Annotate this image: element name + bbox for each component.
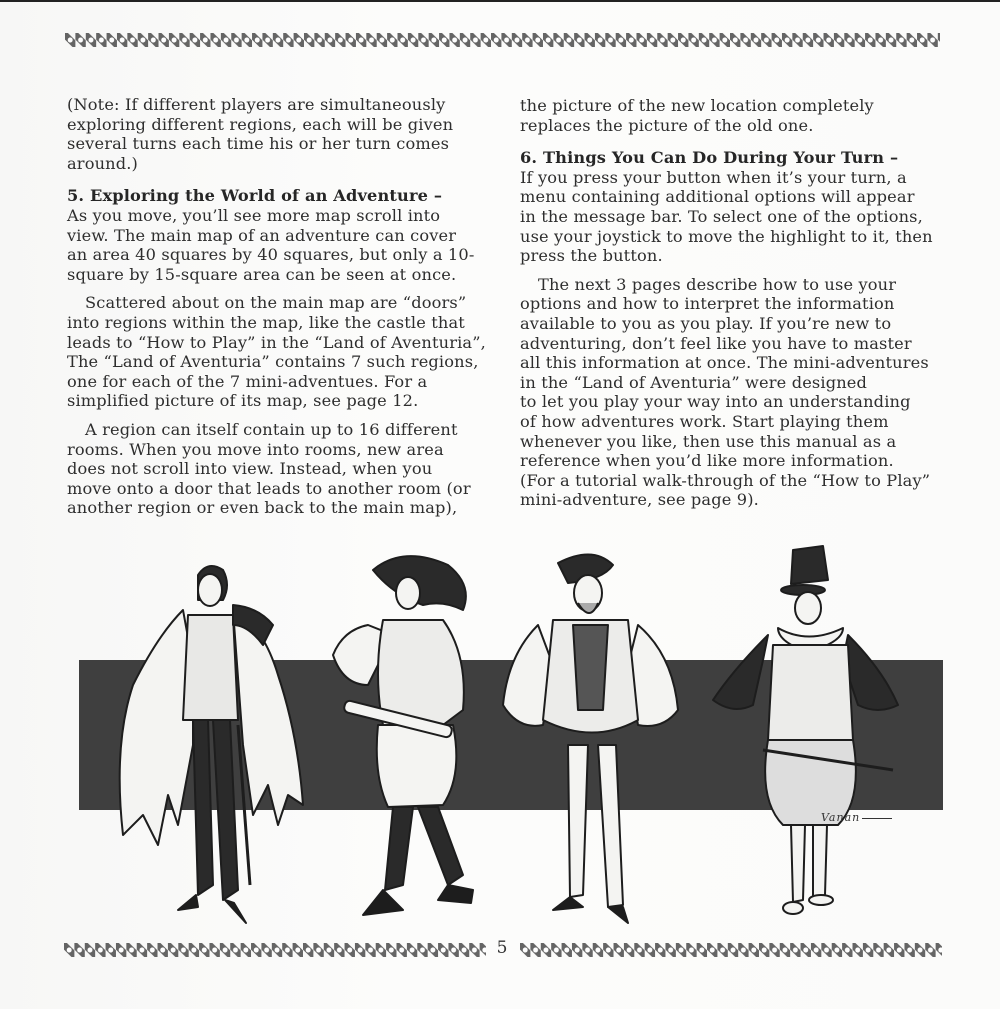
section-5: 5. Exploring the World of an Adventure – As you move, you’ll see more map scroll into view. The main map of an adventure can cover an area 40 squares by 40 squares, but only a 10- square by 15-square area can be seen at once. [67,186,477,284]
page-top-edge [0,0,1000,2]
bottom-right-ornamental-border [520,943,942,957]
next-pages-paragraph: The next 3 pages describe how to use your options and how to interpret the information available to you as you play. If you’re new to adventuring, don’t feel like you have to master all this information at once. The mini-adventures in the “Land of Aventuria” were designed to let you play your way into an understanding of how adventures work. Start playing them whenever you like, then use this manual as a reference when you’d like more information. (For a tutorial walk-through of the “How to Play” mini-adventure, see page 9). [520,274,931,510]
section-5-heading: 5. Exploring the World of an Adventure – [67,186,443,206]
figure-ruffed-man [693,540,923,930]
top-ornamental-border [65,33,940,47]
figure-cloaked-man [98,545,318,935]
artist-signature: Vanan [821,811,892,824]
costume-illustration [78,540,944,935]
note-paragraph: (Note: If different players are simultaneously exploring different regions, each will be given several turns each time his or her turn comes around.) [67,95,454,173]
right-column [520,96,938,519]
figure-plumed-hat-man [323,545,493,935]
doors-paragraph: Scattered about on the main map are “doors” into regions within the map, like the castle that leads to “How to Play” in the “Land of Aventuria”, The “Land of Aventuria” contains 7 such regions, one for each of the 7 mini-adventues. For a simplified picture of its map, see page 12. [67,293,486,411]
region-paragraph: A region can itself contain up to 16 different rooms. When you move into rooms, new area does not scroll into view. Instead, when you move onto a door that leads to another room (or another region or even back to the main map), [67,419,471,518]
continuation-paragraph: the picture of the new location completely replaces the picture of the old one. [520,96,874,135]
bottom-left-ornamental-border [64,943,486,957]
page-number: 5 [496,938,508,958]
figure-bearded-man [498,545,688,935]
left-column [67,95,486,527]
section-6-heading: 6. Things You Can Do During Your Turn – [520,148,899,168]
section-6: 6. Things You Can Do During Your Turn – If you press your button when it’s your turn, a menu containing additional options will appear in the message bar. To select one of the options, use your joystick to move the highlight to it, then press the button. [520,148,938,266]
